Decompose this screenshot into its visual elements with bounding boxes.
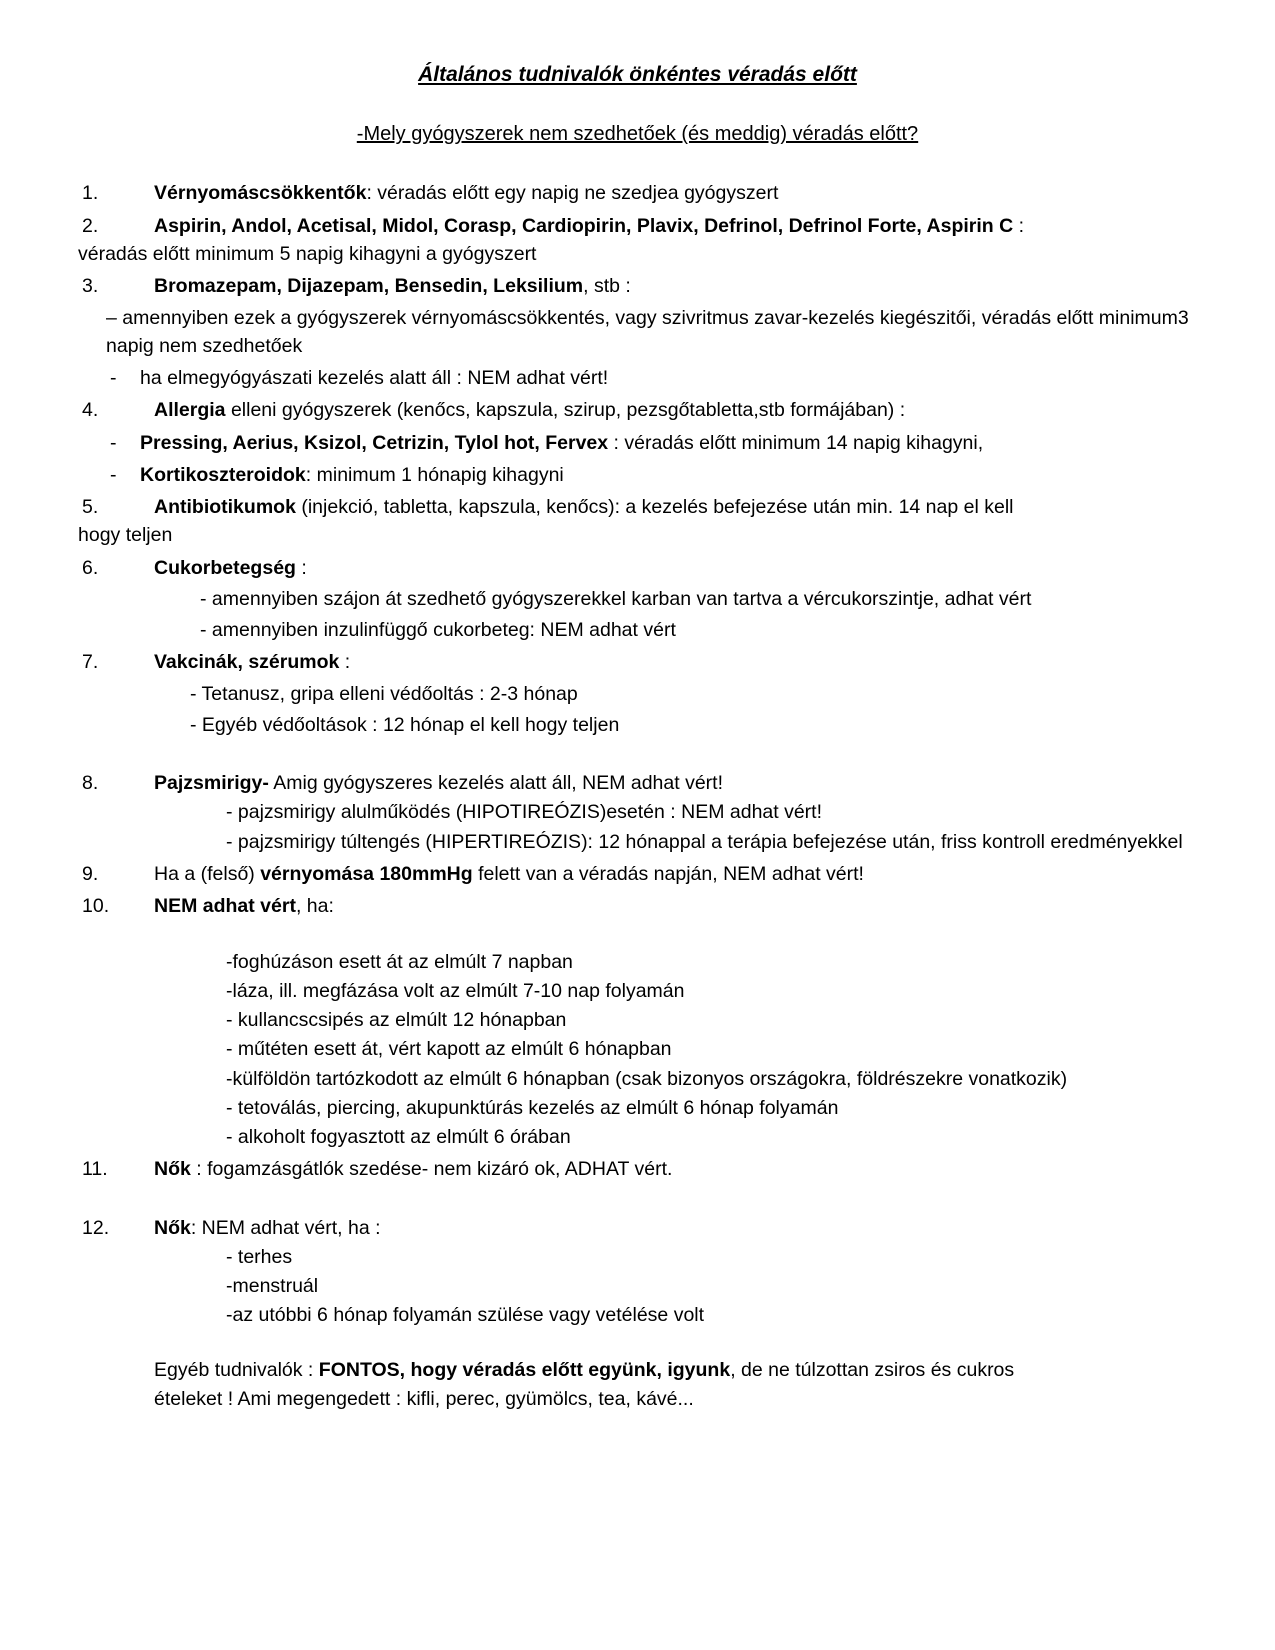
list-item-number: 4.	[82, 399, 99, 422]
list-item-number: 2.	[82, 214, 99, 237]
list-subline: -külföldön tartózkodott az elmúlt 6 hónapban (csak bizonyos országokra, földrészekre vonatkozik)	[226, 1067, 1068, 1090]
list-subline: - műtéten esett át, vért kapott az elmúlt 6 hónapban	[226, 1038, 672, 1061]
list-item-number: 7.	[82, 651, 99, 674]
list-item-text: : NEM adhat vért, ha :	[190, 1216, 381, 1239]
list-item-bold: Nők	[154, 1216, 191, 1239]
list-subline: - kullancscsipés az elmúlt 12 hónapban	[226, 1009, 567, 1032]
dash-bold: Kortikoszteroidok	[140, 463, 306, 486]
list-item-number: 8.	[82, 772, 99, 795]
list-item-content	[154, 212, 1197, 240]
footer-rest: , de ne túlzottan zsiros és cukros	[730, 1358, 1015, 1381]
list-item-content	[154, 396, 1197, 424]
list-subline: -foghúzáson esett át az elmúlt 7 napban	[226, 950, 573, 973]
list-subline: – amennyiben ezek a gyógyszerek vérnyomáscsökkentés, vagy szivritmus zavar-kezelés kiegészitői, véradás előtt minimum3 napig nem szedhetőek	[106, 306, 1189, 357]
list-subline: - pajzsmirigy alulműködés (HIPOTIREÓZIS)esetén : NEM adhat vért!	[226, 801, 823, 824]
list-subline: - terhes	[226, 1245, 293, 1268]
dash-marker: -	[110, 463, 117, 486]
list-item-bold: Vérnyomáscsökkentők	[154, 182, 367, 205]
list-subline: - amennyiben inzulinfüggő cukorbeteg: NEM adhat vért	[200, 619, 676, 642]
list-item-text: :	[339, 651, 351, 674]
list-item-number: 12.	[82, 1216, 110, 1239]
list-item	[78, 212, 1197, 240]
list-item	[78, 396, 1197, 424]
list-item-number: 3.	[82, 275, 99, 298]
list-item-bold: Aspirin, Andol, Acetisal, Midol, Corasp, Cardiopirin, Plavix, Defrinol, Defrinol Forte, Aspirin C	[154, 214, 1014, 237]
list-item-number: 11.	[82, 1158, 108, 1181]
spacer	[78, 1330, 1197, 1356]
dash-text	[140, 429, 1197, 457]
list-item-bold: Cukorbetegség	[154, 556, 296, 579]
list-item-text: : fogamzásgátlók szedése- nem kizáró ok, ADHAT vért.	[190, 1158, 673, 1181]
spacer	[78, 739, 1197, 765]
dash-item	[106, 364, 1197, 392]
list-item-content	[154, 1155, 1197, 1183]
list-item	[78, 1214, 1197, 1242]
list-item-text: elleni gyógyszerek (kenőcs, kapszula, szirup, pezsgőtabletta,stb formájában) :	[225, 399, 906, 422]
dash-item	[106, 429, 1197, 457]
list-item-bold: vérnyomása 180mmHg	[260, 863, 473, 886]
list-item-text: , stb :	[583, 275, 631, 298]
list-item-continuation: hogy teljen	[78, 524, 173, 547]
list-item	[78, 892, 1197, 920]
list-item-text: , ha:	[295, 895, 334, 918]
list-item-bold: Vakcinák, szérumok	[154, 651, 340, 674]
list-item	[78, 179, 1197, 207]
list-item-text: :	[1013, 214, 1025, 237]
list-item-content	[154, 272, 1197, 300]
list-item-text: :	[295, 556, 307, 579]
list-item-content	[154, 648, 1197, 676]
list-subline: - amennyiben szájon át szedhető gyógyszerekkel karban van tartva a vércukorszintje, adhat vért	[200, 587, 1032, 610]
list-subline: - alkoholt fogyasztott az elmúlt 6 órában	[226, 1126, 571, 1149]
dash-rest: : minimum 1 hónapig kihagyni	[305, 463, 564, 486]
list-item-number: 9.	[82, 863, 99, 886]
list-item-continuation: véradás előtt minimum 5 napig kihagyni a gyógyszert	[78, 242, 537, 265]
list-item-bold: NEM adhat vért	[154, 895, 296, 918]
list-item-content	[154, 769, 1197, 797]
dash-marker: -	[110, 367, 117, 390]
dash-bold: Pressing, Aerius, Ksizol, Cetrizin, Tylol hot, Fervex	[140, 431, 609, 454]
list-item-text: felett van a véradás napján, NEM adhat vért!	[472, 863, 864, 886]
document-body	[78, 179, 1197, 1413]
page-subtitle: -Mely gyógyszerek nem szedhetőek (és meddig) véradás előtt?	[356, 123, 919, 146]
list-item-number: 6.	[82, 556, 99, 579]
list-item-bold: Bromazepam, Dijazepam, Bensedin, Leksilium	[154, 275, 584, 298]
dash-item	[106, 461, 1197, 489]
list-item-content	[154, 892, 1197, 920]
list-item-content	[154, 493, 1197, 521]
list-item-content	[154, 1214, 1197, 1242]
list-subline: - tetoválás, piercing, akupunktúrás kezelés az elmúlt 6 hónap folyamán	[226, 1096, 839, 1119]
dash-text	[140, 461, 1197, 489]
spacer	[78, 1184, 1197, 1210]
list-item-number: 10.	[82, 895, 110, 918]
dash-text: ha elmegyógyászati kezelés alatt áll : NEM adhat vért!	[140, 367, 609, 390]
dash-marker: -	[110, 431, 117, 454]
list-item	[78, 493, 1197, 521]
list-item-bold: Pajzsmirigy-	[154, 772, 269, 795]
list-subline: -menstruál	[226, 1275, 319, 1298]
list-item-number: 1.	[82, 182, 99, 205]
footer-bold: FONTOS, hogy véradás előtt együnk, igyunk	[318, 1358, 731, 1381]
footer-note	[154, 1356, 1197, 1384]
list-item	[78, 648, 1197, 676]
list-item-bold: Antibiotikumok	[154, 496, 296, 519]
page-title: Általános tudnivalók önkéntes véradás előtt	[418, 63, 857, 86]
list-item-text: : véradás előtt egy napig ne szedjea gyógyszert	[366, 182, 779, 205]
spacer	[78, 921, 1197, 947]
list-subline: -láza, ill. megfázása volt az elmúlt 7-10 nap folyamán	[226, 979, 685, 1002]
list-item-content	[154, 860, 1197, 888]
list-item-text: Amig gyógyszeres kezelés alatt áll, NEM adhat vért!	[268, 772, 724, 795]
list-item-text: (injekció, tabletta, kapszula, kenőcs): a kezelés befejezése után min. 14 nap el kell	[295, 496, 1014, 519]
footer-note-second-line: ételeket ! Ami megengedett : kifli, perec, gyümölcs, tea, kávé...	[154, 1388, 694, 1410]
list-item-prefix: Ha a (felső)	[154, 863, 261, 886]
list-item-number: 5.	[82, 496, 99, 519]
list-item	[78, 554, 1197, 582]
list-item-content	[154, 179, 1197, 207]
footer-prefix: Egyéb tudnivalók :	[154, 1358, 319, 1381]
dash-rest: : véradás előtt minimum 14 napig kihagyni,	[608, 431, 984, 454]
list-item	[78, 769, 1197, 797]
list-subline: -az utóbbi 6 hónap folyamán szülése vagy vetélése volt	[226, 1304, 705, 1327]
list-item	[78, 1155, 1197, 1183]
list-item	[78, 860, 1197, 888]
list-item	[78, 272, 1197, 300]
list-subline: - Egyéb védőoltások : 12 hónap el kell hogy teljen	[190, 713, 620, 736]
list-subline: - Tetanusz, gripa elleni védőoltás : 2-3 hónap	[190, 682, 578, 705]
list-item-content	[154, 554, 1197, 582]
list-subline: - pajzsmirigy túltengés (HIPERTIREÓZIS): 12 hónappal a terápia befejezése után, friss kontroll eredményekkel	[226, 830, 1183, 853]
list-item-bold: Nők	[154, 1158, 191, 1181]
list-item-bold: Allergia	[154, 399, 226, 422]
